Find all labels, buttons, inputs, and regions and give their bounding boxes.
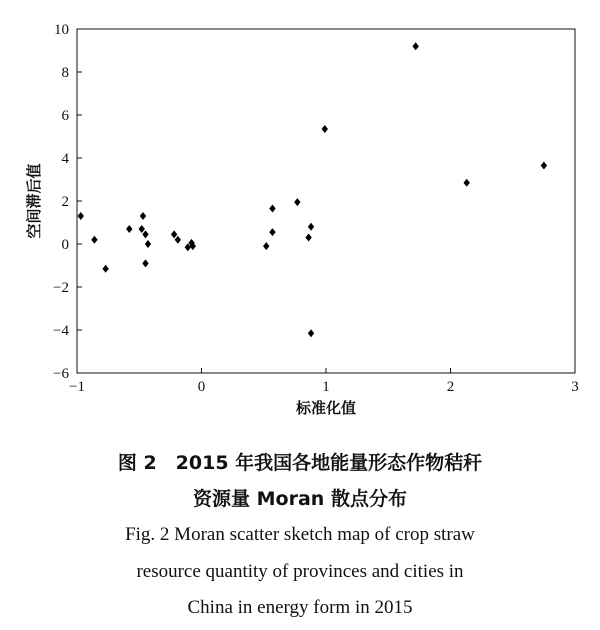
scatter-point — [126, 225, 132, 233]
caption-en-line-2: resource quantity of provinces and cities in — [136, 561, 464, 582]
scatter-point — [308, 223, 314, 231]
scatter-point — [269, 228, 275, 236]
caption-en-line-3: China in energy form in 2015 — [187, 597, 413, 618]
scatter-point — [142, 230, 148, 238]
y-tick-label: 4 — [61, 151, 69, 167]
plot-frame — [77, 29, 575, 373]
scatter-point — [139, 225, 145, 233]
caption-cn-line-2: 资源量 Moran 散点分布 — [193, 488, 407, 510]
scatter-point — [308, 329, 314, 337]
x-tick-label: −1 — [69, 379, 85, 395]
y-tick-label: 10 — [54, 22, 69, 38]
scatter-point — [305, 234, 311, 242]
scatter-point — [294, 198, 300, 206]
scatter-point — [78, 212, 84, 220]
scatter-point — [175, 236, 181, 244]
y-tick-label: −2 — [53, 280, 69, 296]
scatter-point — [322, 125, 328, 133]
y-tick-label: −4 — [53, 323, 69, 339]
scatter-point — [171, 230, 177, 238]
y-tick-label: −6 — [53, 366, 69, 382]
y-tick-label: 2 — [61, 194, 69, 210]
y-axis-title: 空间滞后值 — [25, 163, 43, 239]
scatter-point — [140, 212, 146, 220]
scatter-point — [142, 259, 148, 267]
caption-en-line-1: Fig. 2 Moran scatter sketch map of crop straw — [125, 524, 475, 545]
data-points — [78, 42, 548, 337]
scatter-point — [145, 240, 151, 248]
scatter-point — [91, 236, 97, 244]
y-tick-label: 0 — [61, 237, 69, 253]
caption-cn-line-1: 图 2 2015 年我国各地能量形态作物秸秆 — [117, 452, 483, 474]
scatter-point — [541, 162, 547, 170]
y-axis-ticks — [53, 22, 82, 382]
y-tick-label: 8 — [61, 65, 69, 81]
scatter-point — [263, 242, 269, 250]
scatter-point — [463, 179, 469, 187]
scatter-point — [269, 205, 275, 213]
scatter-point — [412, 42, 418, 50]
scatter-point — [102, 265, 108, 273]
y-tick-label: 6 — [61, 108, 69, 124]
x-tick-label: 1 — [322, 379, 330, 395]
x-tick-label: 2 — [446, 379, 455, 395]
x-axis-title: 标准化值 — [295, 399, 357, 417]
x-axis-ticks — [69, 368, 579, 395]
x-tick-label: 0 — [197, 379, 206, 395]
x-tick-label: 3 — [571, 379, 579, 395]
